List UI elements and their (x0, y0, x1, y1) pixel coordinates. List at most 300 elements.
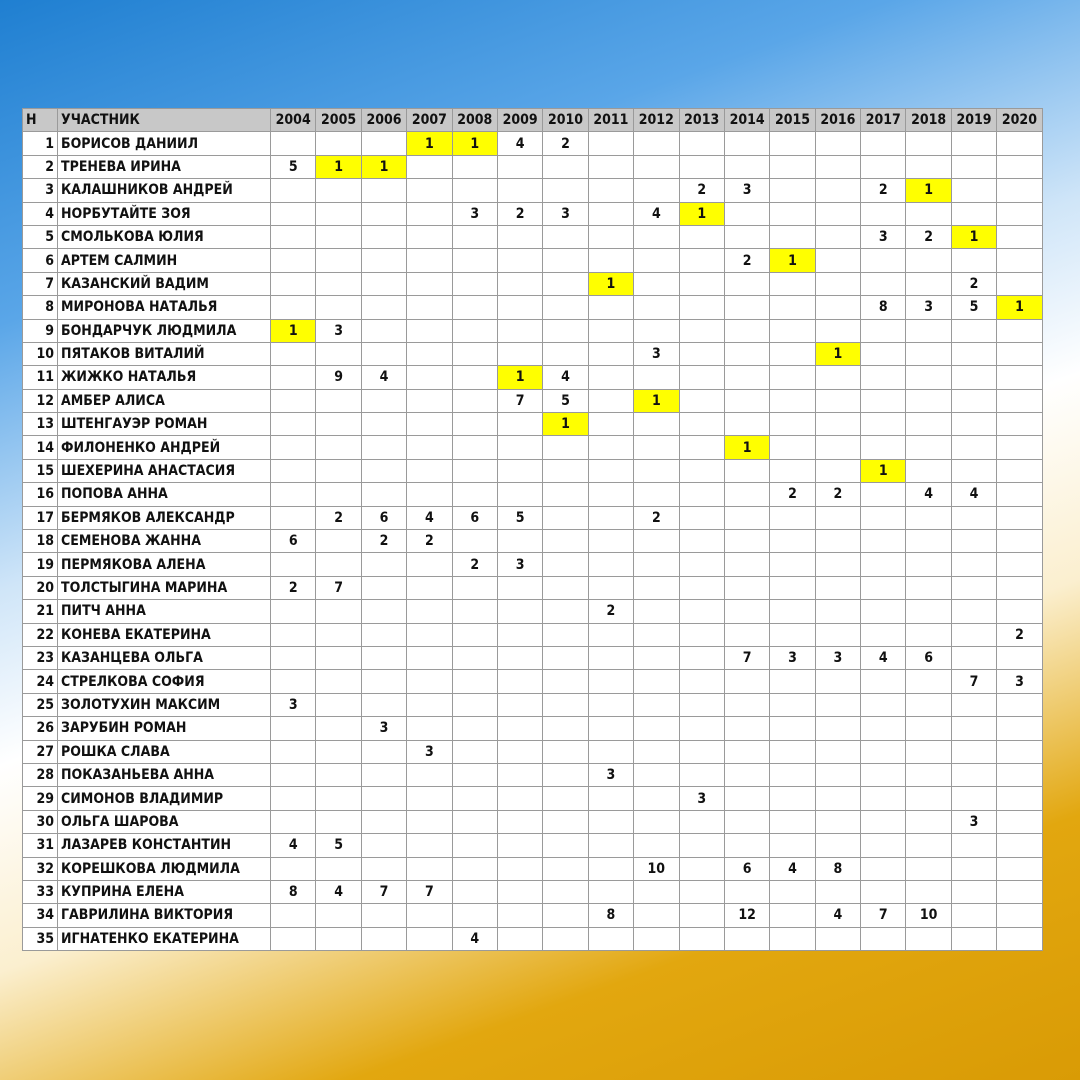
place-cell (861, 787, 906, 810)
place-cell (951, 202, 996, 225)
place-cell (815, 576, 860, 599)
place-cell (407, 927, 452, 950)
place-cell (679, 927, 724, 950)
place-cell (316, 272, 361, 295)
participant-name: АРТЕМ САЛМИН (58, 249, 271, 272)
place-cell (361, 834, 406, 857)
place-cell (951, 693, 996, 716)
place-cell (724, 553, 769, 576)
place-cell (316, 857, 361, 880)
participant-name: ЛАЗАРЕВ КОНСТАНТИН (58, 834, 271, 857)
winner-cell: 1 (271, 319, 316, 342)
place-cell (543, 553, 588, 576)
place-cell (724, 600, 769, 623)
place-cell (906, 670, 951, 693)
place-cell (316, 389, 361, 412)
header-participant: УЧАСТНИК (58, 109, 271, 132)
place-cell (770, 366, 815, 389)
place-cell (997, 834, 1042, 857)
place-cell (951, 717, 996, 740)
place-cell (724, 763, 769, 786)
place-cell (997, 413, 1042, 436)
place-cell (316, 927, 361, 950)
place-cell (452, 225, 497, 248)
place-cell (588, 249, 633, 272)
place-cell (770, 763, 815, 786)
table-row (23, 132, 1043, 155)
header-year: 2010 (543, 109, 588, 132)
row-number: 27 (23, 740, 58, 763)
place-cell (452, 646, 497, 669)
place-cell (724, 530, 769, 553)
participant-name: ПЯТАКОВ ВИТАЛИЙ (58, 342, 271, 365)
place-cell (906, 319, 951, 342)
place-cell (588, 646, 633, 669)
place-cell (497, 179, 542, 202)
place-cell (770, 717, 815, 740)
place-cell (497, 693, 542, 716)
place-cell (679, 132, 724, 155)
table-row (23, 155, 1043, 178)
place-cell: 4 (770, 857, 815, 880)
participant-name: БЕРМЯКОВ АЛЕКСАНДР (58, 506, 271, 529)
place-cell: 9 (316, 366, 361, 389)
place-cell (997, 366, 1042, 389)
place-cell (271, 483, 316, 506)
place-cell (634, 179, 679, 202)
place-cell (634, 740, 679, 763)
place-cell: 3 (497, 553, 542, 576)
place-cell (906, 810, 951, 833)
place-cell (815, 927, 860, 950)
place-cell (997, 459, 1042, 482)
place-cell (407, 483, 452, 506)
place-cell (997, 319, 1042, 342)
place-cell (316, 740, 361, 763)
place-cell (815, 670, 860, 693)
place-cell (951, 740, 996, 763)
place-cell (316, 413, 361, 436)
row-number: 26 (23, 717, 58, 740)
place-cell (407, 787, 452, 810)
place-cell (679, 693, 724, 716)
place-cell (452, 857, 497, 880)
place-cell (271, 296, 316, 319)
place-cell (724, 413, 769, 436)
row-number: 14 (23, 436, 58, 459)
place-cell: 2 (861, 179, 906, 202)
place-cell: 3 (543, 202, 588, 225)
place-cell: 4 (906, 483, 951, 506)
place-cell (724, 319, 769, 342)
place-cell (861, 927, 906, 950)
place-cell (271, 272, 316, 295)
place-cell: 5 (316, 834, 361, 857)
place-cell: 7 (861, 904, 906, 927)
place-cell (452, 880, 497, 903)
place-cell (271, 623, 316, 646)
place-cell (543, 319, 588, 342)
place-cell (497, 670, 542, 693)
place-cell (861, 132, 906, 155)
place-cell (452, 483, 497, 506)
place-cell: 8 (861, 296, 906, 319)
place-cell (997, 342, 1042, 365)
participant-name: ТОЛСТЫГИНА МАРИНА (58, 576, 271, 599)
place-cell (407, 670, 452, 693)
place-cell (724, 506, 769, 529)
place-cell (316, 787, 361, 810)
place-cell (770, 459, 815, 482)
place-cell (634, 787, 679, 810)
place-cell (634, 483, 679, 506)
place-cell (679, 530, 724, 553)
row-number: 21 (23, 600, 58, 623)
place-cell (407, 693, 452, 716)
place-cell (679, 670, 724, 693)
place-cell (588, 459, 633, 482)
place-cell (951, 530, 996, 553)
place-cell: 6 (361, 506, 406, 529)
place-cell: 2 (997, 623, 1042, 646)
place-cell (861, 740, 906, 763)
place-cell (861, 506, 906, 529)
header-year: 2017 (861, 109, 906, 132)
place-cell (588, 366, 633, 389)
place-cell (815, 389, 860, 412)
table-row (23, 249, 1043, 272)
place-cell (271, 459, 316, 482)
place-cell (634, 530, 679, 553)
place-cell (316, 646, 361, 669)
place-cell (634, 763, 679, 786)
place-cell (906, 857, 951, 880)
place-cell (679, 810, 724, 833)
place-cell (407, 319, 452, 342)
place-cell (634, 904, 679, 927)
header-number: Н (23, 109, 58, 132)
place-cell (361, 623, 406, 646)
participant-name: КАЗАНСКИЙ ВАДИМ (58, 272, 271, 295)
place-cell (497, 436, 542, 459)
header-year: 2005 (316, 109, 361, 132)
place-cell (361, 553, 406, 576)
place-cell (497, 717, 542, 740)
place-cell (815, 880, 860, 903)
participant-name: ЖИЖКО НАТАЛЬЯ (58, 366, 271, 389)
place-cell (951, 132, 996, 155)
winner-cell: 1 (543, 413, 588, 436)
place-cell (951, 249, 996, 272)
place-cell (906, 623, 951, 646)
table-row (23, 600, 1043, 623)
row-number: 9 (23, 319, 58, 342)
place-cell (588, 296, 633, 319)
place-cell (815, 693, 860, 716)
place-cell (543, 763, 588, 786)
place-cell (815, 459, 860, 482)
place-cell (815, 623, 860, 646)
place-cell (588, 413, 633, 436)
place-cell (997, 717, 1042, 740)
place-cell (452, 600, 497, 623)
results-table (22, 108, 1043, 951)
place-cell (543, 693, 588, 716)
table-row (23, 857, 1043, 880)
place-cell (815, 553, 860, 576)
place-cell (951, 904, 996, 927)
place-cell (634, 810, 679, 833)
header-year: 2015 (770, 109, 815, 132)
place-cell (543, 670, 588, 693)
place-cell (271, 225, 316, 248)
table-row (23, 904, 1043, 927)
table-row (23, 787, 1043, 810)
place-cell: 2 (588, 600, 633, 623)
place-cell (452, 763, 497, 786)
place-cell (407, 553, 452, 576)
place-cell: 6 (724, 857, 769, 880)
place-cell (452, 670, 497, 693)
row-number: 34 (23, 904, 58, 927)
table-row (23, 179, 1043, 202)
place-cell (452, 693, 497, 716)
table-row (23, 272, 1043, 295)
participant-name: СЕМЕНОВА ЖАННА (58, 530, 271, 553)
place-cell (815, 717, 860, 740)
place-cell (361, 249, 406, 272)
place-cell (271, 904, 316, 927)
place-cell (588, 319, 633, 342)
winner-cell: 1 (407, 132, 452, 155)
table-row (23, 670, 1043, 693)
row-number: 13 (23, 413, 58, 436)
table-row (23, 506, 1043, 529)
place-cell: 4 (452, 927, 497, 950)
row-number: 7 (23, 272, 58, 295)
place-cell (770, 319, 815, 342)
place-cell (997, 202, 1042, 225)
participant-name: КОНЕВА ЕКАТЕРИНА (58, 623, 271, 646)
place-cell: 3 (407, 740, 452, 763)
participant-name: ФИЛОНЕНКО АНДРЕЙ (58, 436, 271, 459)
place-cell (271, 202, 316, 225)
participant-name: ГАВРИЛИНА ВИКТОРИЯ (58, 904, 271, 927)
header-year: 2009 (497, 109, 542, 132)
place-cell: 2 (951, 272, 996, 295)
place-cell (407, 810, 452, 833)
place-cell (497, 600, 542, 623)
place-cell (452, 530, 497, 553)
participant-name: СМОЛЬКОВА ЮЛИЯ (58, 225, 271, 248)
place-cell (543, 249, 588, 272)
winner-cell: 1 (951, 225, 996, 248)
place-cell (543, 576, 588, 599)
place-cell (634, 693, 679, 716)
winner-cell: 1 (634, 389, 679, 412)
place-cell (316, 225, 361, 248)
place-cell (452, 413, 497, 436)
results-table-container (22, 108, 1042, 951)
place-cell: 4 (316, 880, 361, 903)
place-cell (497, 459, 542, 482)
participant-name: ЗАРУБИН РОМАН (58, 717, 271, 740)
winner-cell: 1 (815, 342, 860, 365)
place-cell (997, 904, 1042, 927)
winner-cell: 1 (724, 436, 769, 459)
place-cell: 3 (588, 763, 633, 786)
place-cell (271, 740, 316, 763)
place-cell (679, 834, 724, 857)
place-cell (497, 880, 542, 903)
header-year: 2019 (951, 109, 996, 132)
participant-name: ПЕРМЯКОВА АЛЕНА (58, 553, 271, 576)
place-cell (316, 530, 361, 553)
place-cell (770, 202, 815, 225)
row-number: 3 (23, 179, 58, 202)
place-cell: 2 (361, 530, 406, 553)
place-cell (906, 717, 951, 740)
place-cell (543, 880, 588, 903)
place-cell (951, 763, 996, 786)
place-cell (634, 436, 679, 459)
place-cell: 6 (452, 506, 497, 529)
row-number: 2 (23, 155, 58, 178)
place-cell (634, 880, 679, 903)
place-cell (316, 600, 361, 623)
participant-name: ШТЕНГАУЭР РОМАН (58, 413, 271, 436)
header-year: 2013 (679, 109, 724, 132)
place-cell: 2 (770, 483, 815, 506)
place-cell (634, 155, 679, 178)
participant-name: СИМОНОВ ВЛАДИМИР (58, 787, 271, 810)
place-cell (452, 366, 497, 389)
place-cell (906, 202, 951, 225)
place-cell (588, 787, 633, 810)
place-cell (861, 693, 906, 716)
place-cell (906, 834, 951, 857)
place-cell: 8 (815, 857, 860, 880)
header-year: 2012 (634, 109, 679, 132)
place-cell (724, 389, 769, 412)
header-year: 2016 (815, 109, 860, 132)
place-cell (679, 319, 724, 342)
place-cell (588, 155, 633, 178)
place-cell (861, 436, 906, 459)
place-cell (724, 810, 769, 833)
place-cell (497, 810, 542, 833)
row-number: 12 (23, 389, 58, 412)
place-cell (679, 646, 724, 669)
place-cell (770, 272, 815, 295)
place-cell (316, 483, 361, 506)
place-cell (271, 342, 316, 365)
place-cell (634, 249, 679, 272)
place-cell (770, 670, 815, 693)
place-cell (679, 342, 724, 365)
place-cell (997, 389, 1042, 412)
row-number: 5 (23, 225, 58, 248)
table-row (23, 576, 1043, 599)
place-cell (452, 834, 497, 857)
row-number: 35 (23, 927, 58, 950)
place-cell (679, 623, 724, 646)
place-cell (997, 810, 1042, 833)
place-cell (271, 646, 316, 669)
place-cell (497, 927, 542, 950)
place-cell: 3 (679, 787, 724, 810)
place-cell: 3 (452, 202, 497, 225)
place-cell: 4 (543, 366, 588, 389)
place-cell: 2 (815, 483, 860, 506)
place-cell (679, 763, 724, 786)
place-cell (634, 670, 679, 693)
place-cell (679, 600, 724, 623)
place-cell (497, 834, 542, 857)
header-year: 2008 (452, 109, 497, 132)
winner-cell: 1 (679, 202, 724, 225)
place-cell (316, 249, 361, 272)
place-cell (588, 927, 633, 950)
place-cell (543, 740, 588, 763)
place-cell (588, 506, 633, 529)
place-cell (724, 834, 769, 857)
table-row (23, 483, 1043, 506)
place-cell (770, 576, 815, 599)
row-number: 24 (23, 670, 58, 693)
participant-name: ПОПОВА АННА (58, 483, 271, 506)
place-cell (906, 389, 951, 412)
place-cell: 7 (361, 880, 406, 903)
place-cell (770, 787, 815, 810)
place-cell (497, 319, 542, 342)
place-cell (588, 834, 633, 857)
place-cell (906, 576, 951, 599)
place-cell (634, 413, 679, 436)
header-year: 2004 (271, 109, 316, 132)
participant-name: КАЗАНЦЕВА ОЛЬГА (58, 646, 271, 669)
place-cell (724, 342, 769, 365)
participant-name: АМБЕР АЛИСА (58, 389, 271, 412)
place-cell: 3 (634, 342, 679, 365)
place-cell (997, 179, 1042, 202)
place-cell (951, 646, 996, 669)
place-cell (679, 740, 724, 763)
place-cell (407, 459, 452, 482)
place-cell (770, 155, 815, 178)
place-cell (316, 693, 361, 716)
place-cell (543, 904, 588, 927)
place-cell (543, 459, 588, 482)
place-cell (997, 927, 1042, 950)
place-cell (770, 132, 815, 155)
place-cell (271, 132, 316, 155)
place-cell (951, 553, 996, 576)
place-cell: 2 (497, 202, 542, 225)
place-cell (497, 483, 542, 506)
header-year: 2014 (724, 109, 769, 132)
place-cell (770, 623, 815, 646)
place-cell (951, 834, 996, 857)
place-cell: 7 (316, 576, 361, 599)
place-cell (906, 763, 951, 786)
place-cell (906, 600, 951, 623)
place-cell (452, 272, 497, 295)
place-cell (861, 483, 906, 506)
place-cell (407, 904, 452, 927)
place-cell (861, 413, 906, 436)
winner-cell: 1 (361, 155, 406, 178)
